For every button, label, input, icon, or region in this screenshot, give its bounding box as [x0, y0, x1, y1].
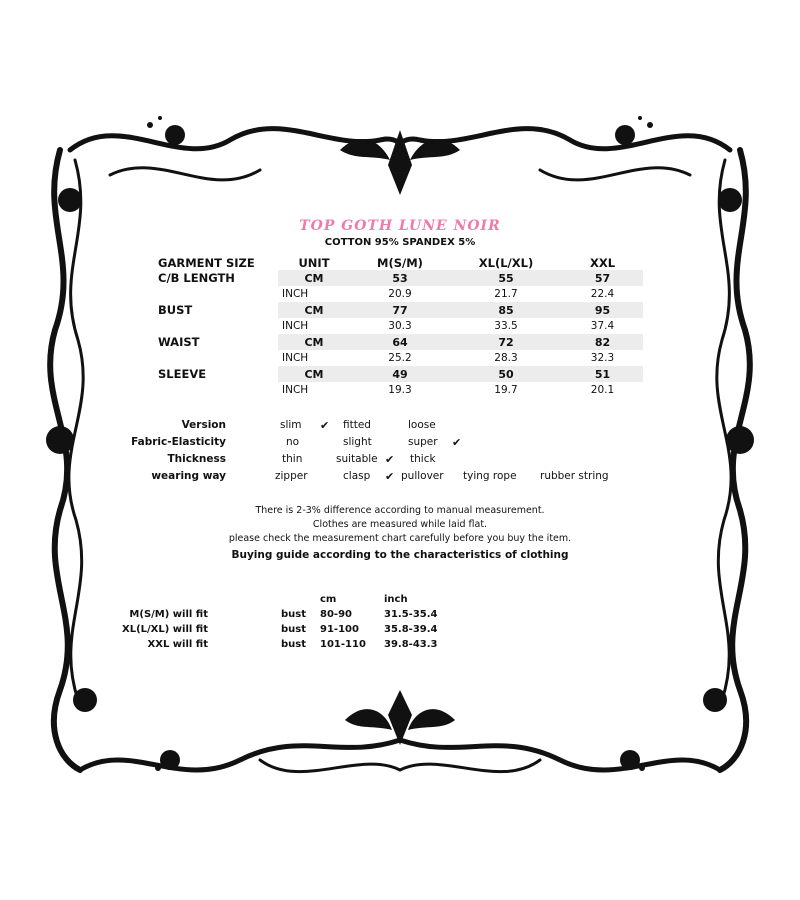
unit-cm: CM — [278, 366, 350, 382]
fit-size-name: XL(L/XL) will fit — [121, 624, 208, 635]
thickness-row — [160, 453, 640, 470]
option-text: thick — [410, 453, 436, 465]
header-garment-size: GARMENT SIZE — [158, 256, 255, 270]
version-row — [160, 419, 640, 436]
fit-row — [129, 609, 460, 624]
unit-inch: INCH — [282, 384, 309, 396]
version-label: Version — [181, 419, 226, 431]
check-mark-icon: ✔ — [320, 419, 330, 432]
check-mark-icon: ✔ — [385, 453, 395, 466]
note-line: There is 2-3% difference according to manual measurement. — [255, 505, 545, 516]
table-row — [158, 334, 643, 350]
elasticity-label: Fabric-Elasticity — [131, 436, 226, 448]
value-cell: 28.3 — [494, 352, 518, 364]
table-row — [158, 270, 643, 286]
unit-cm: CM — [278, 302, 350, 318]
measurement-notes — [0, 504, 800, 562]
option-text: no — [286, 436, 300, 448]
value-cell: 20.9 — [388, 288, 412, 300]
fit-guide — [121, 594, 460, 654]
value-cell: 22.4 — [590, 288, 615, 300]
fit-row — [121, 624, 460, 639]
wearing-way-label: wearing way — [151, 470, 226, 482]
buying-guide-heading: Buying guide according to the characteristics of clothing — [231, 549, 569, 561]
option-text: zipper — [275, 470, 308, 482]
value-cell: 21.7 — [494, 288, 518, 300]
measure-label: C/B LENGTH — [158, 271, 235, 285]
unit-inch: INCH — [282, 288, 309, 300]
value-cell: 64 — [350, 334, 450, 350]
value-cell: 77 — [350, 302, 450, 318]
fit-header-cm: cm — [320, 594, 337, 605]
characteristics-section — [131, 419, 640, 487]
value-cell: 25.2 — [388, 352, 412, 364]
header-unit: UNIT — [298, 256, 330, 270]
empty-cell — [158, 350, 278, 366]
fit-size-name: M(S/M) will fit — [129, 609, 208, 620]
fit-cm: 91-100 — [320, 624, 359, 635]
header-size-xxl: XXL — [589, 256, 616, 270]
table-row — [158, 366, 643, 382]
empty-cell — [158, 286, 278, 302]
option-text: clasp — [343, 470, 371, 482]
option-text: pullover — [401, 470, 444, 482]
fit-part: bust — [281, 639, 307, 650]
fit-header-inch: inch — [384, 594, 408, 605]
header-size-m: M(S/M) — [377, 256, 423, 270]
fit-part: bust — [281, 609, 307, 620]
table-row — [158, 382, 643, 398]
fit-inch: 35.8-39.4 — [384, 624, 438, 635]
check-mark-icon: ✔ — [452, 436, 462, 449]
option-text: slight — [343, 436, 372, 448]
table-row — [158, 350, 643, 366]
value-cell: 95 — [562, 302, 643, 318]
note-line: please check the measurement chart carefully before you buy the item. — [228, 533, 572, 544]
option-text: slim — [280, 419, 302, 431]
value-cell: 49 — [350, 366, 450, 382]
note-line: Clothes are measured while laid flat. — [312, 519, 488, 530]
value-cell: 32.3 — [590, 352, 615, 364]
option-text: rubber string — [540, 470, 609, 482]
value-cell: 51 — [562, 366, 643, 382]
fit-inch: 39.8-43.3 — [384, 639, 438, 650]
empty-cell — [158, 382, 278, 398]
value-cell: 53 — [350, 270, 450, 286]
table-row — [158, 302, 643, 318]
value-cell: 55 — [450, 270, 562, 286]
unit-inch: INCH — [282, 352, 309, 364]
measure-label: SLEEVE — [158, 367, 207, 381]
empty-cell — [158, 318, 278, 334]
value-cell: 85 — [450, 302, 562, 318]
option-text: tying rope — [463, 470, 517, 482]
fabric-composition: COTTON 95% SPANDEX 5% — [324, 237, 476, 248]
header-size-xl: XL(L/XL) — [478, 256, 534, 270]
fit-cm: 80-90 — [320, 609, 352, 620]
wearing-way-row — [151, 470, 640, 487]
value-cell: 30.3 — [388, 320, 412, 332]
unit-inch: INCH — [282, 320, 309, 332]
size-chart-table — [158, 256, 643, 398]
option-text: suitable — [336, 453, 378, 465]
value-cell: 57 — [562, 270, 643, 286]
product-title: TOP GOTH LUNE NOIR — [299, 218, 501, 234]
measure-label: WAIST — [158, 335, 200, 349]
table-header-row — [158, 256, 643, 270]
fit-inch: 31.5-35.4 — [384, 609, 438, 620]
value-cell: 19.7 — [494, 384, 518, 396]
value-cell: 50 — [450, 366, 562, 382]
unit-cm: CM — [278, 270, 350, 286]
table-row — [158, 286, 643, 302]
fit-row — [147, 639, 460, 654]
fit-size-name: XXL will fit — [147, 639, 208, 650]
option-text: thin — [282, 453, 303, 465]
fit-cm: 101-110 — [320, 639, 366, 650]
option-text: fitted — [343, 419, 371, 431]
option-text: super — [408, 436, 438, 448]
value-cell: 20.1 — [590, 384, 615, 396]
table-row — [158, 318, 643, 334]
thickness-label: Thickness — [167, 453, 226, 465]
value-cell: 37.4 — [590, 320, 615, 332]
check-mark-icon: ✔ — [385, 470, 395, 483]
unit-cm: CM — [278, 334, 350, 350]
option-text: loose — [408, 419, 436, 431]
measure-label: BUST — [158, 303, 193, 317]
fit-part: bust — [281, 624, 307, 635]
value-cell: 33.5 — [494, 320, 518, 332]
elasticity-row — [131, 436, 640, 453]
fit-header-row — [160, 594, 460, 609]
value-cell: 82 — [562, 334, 643, 350]
value-cell: 72 — [450, 334, 562, 350]
value-cell: 19.3 — [388, 384, 412, 396]
